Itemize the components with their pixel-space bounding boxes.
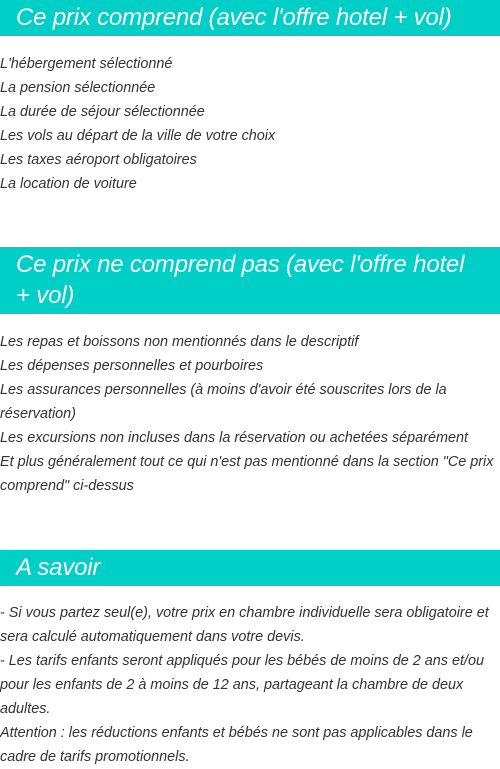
list-item: La location de voiture — [0, 176, 137, 192]
list-item: Les taxes aéroport obligatoires — [0, 152, 197, 168]
price-excludes-heading: Ce prix ne comprend pas (avec l'offre hotel + vol) — [0, 247, 500, 314]
list-item: Les dépenses personnelles et pourboires — [0, 358, 264, 374]
price-excludes-list — [0, 330, 500, 498]
list-item: Les repas et boissons non mentionnés dans le descriptif — [0, 334, 359, 350]
list-item: - Si vous partez seul(e), votre prix en chambre individuelle sera obligatoire et sera calculé automatiquement dans votre devis. — [0, 605, 489, 645]
list-item: La durée de séjour sélectionnée — [0, 104, 205, 120]
price-includes-section — [0, 0, 500, 196]
price-excludes-section — [0, 247, 500, 498]
list-item: Et plus généralement tout ce qui n'est pas mentionné dans la section "Ce prix comprend" ci-dessus — [0, 454, 494, 494]
list-item: Les assurances personnelles (à moins d'avoir été souscrites lors de la réservation) — [0, 382, 447, 422]
price-includes-heading: Ce prix comprend (avec l'offre hotel + vol) — [0, 0, 500, 36]
list-item: Les excursions non incluses dans la réservation ou achetées séparément — [0, 430, 468, 446]
good-to-know-section — [0, 550, 500, 769]
list-item: Attention : les réductions enfants et bébés ne sont pas applicables dans le cadre de tarifs promotionnels. — [0, 725, 473, 765]
list-item: - Les tarifs enfants seront appliqués pour les bébés de moins de 2 ans et/ou pour les enfants de 2 à moins de 12 ans, partageant la chambre de deux adultes. — [0, 653, 484, 717]
price-includes-list — [0, 52, 500, 196]
list-item: L'hébergement sélectionné — [0, 56, 173, 72]
good-to-know-list — [0, 601, 500, 769]
good-to-know-heading: A savoir — [0, 550, 500, 586]
list-item: Les vols au départ de la ville de votre choix — [0, 128, 276, 144]
list-item: La pension sélectionnée — [0, 80, 156, 96]
